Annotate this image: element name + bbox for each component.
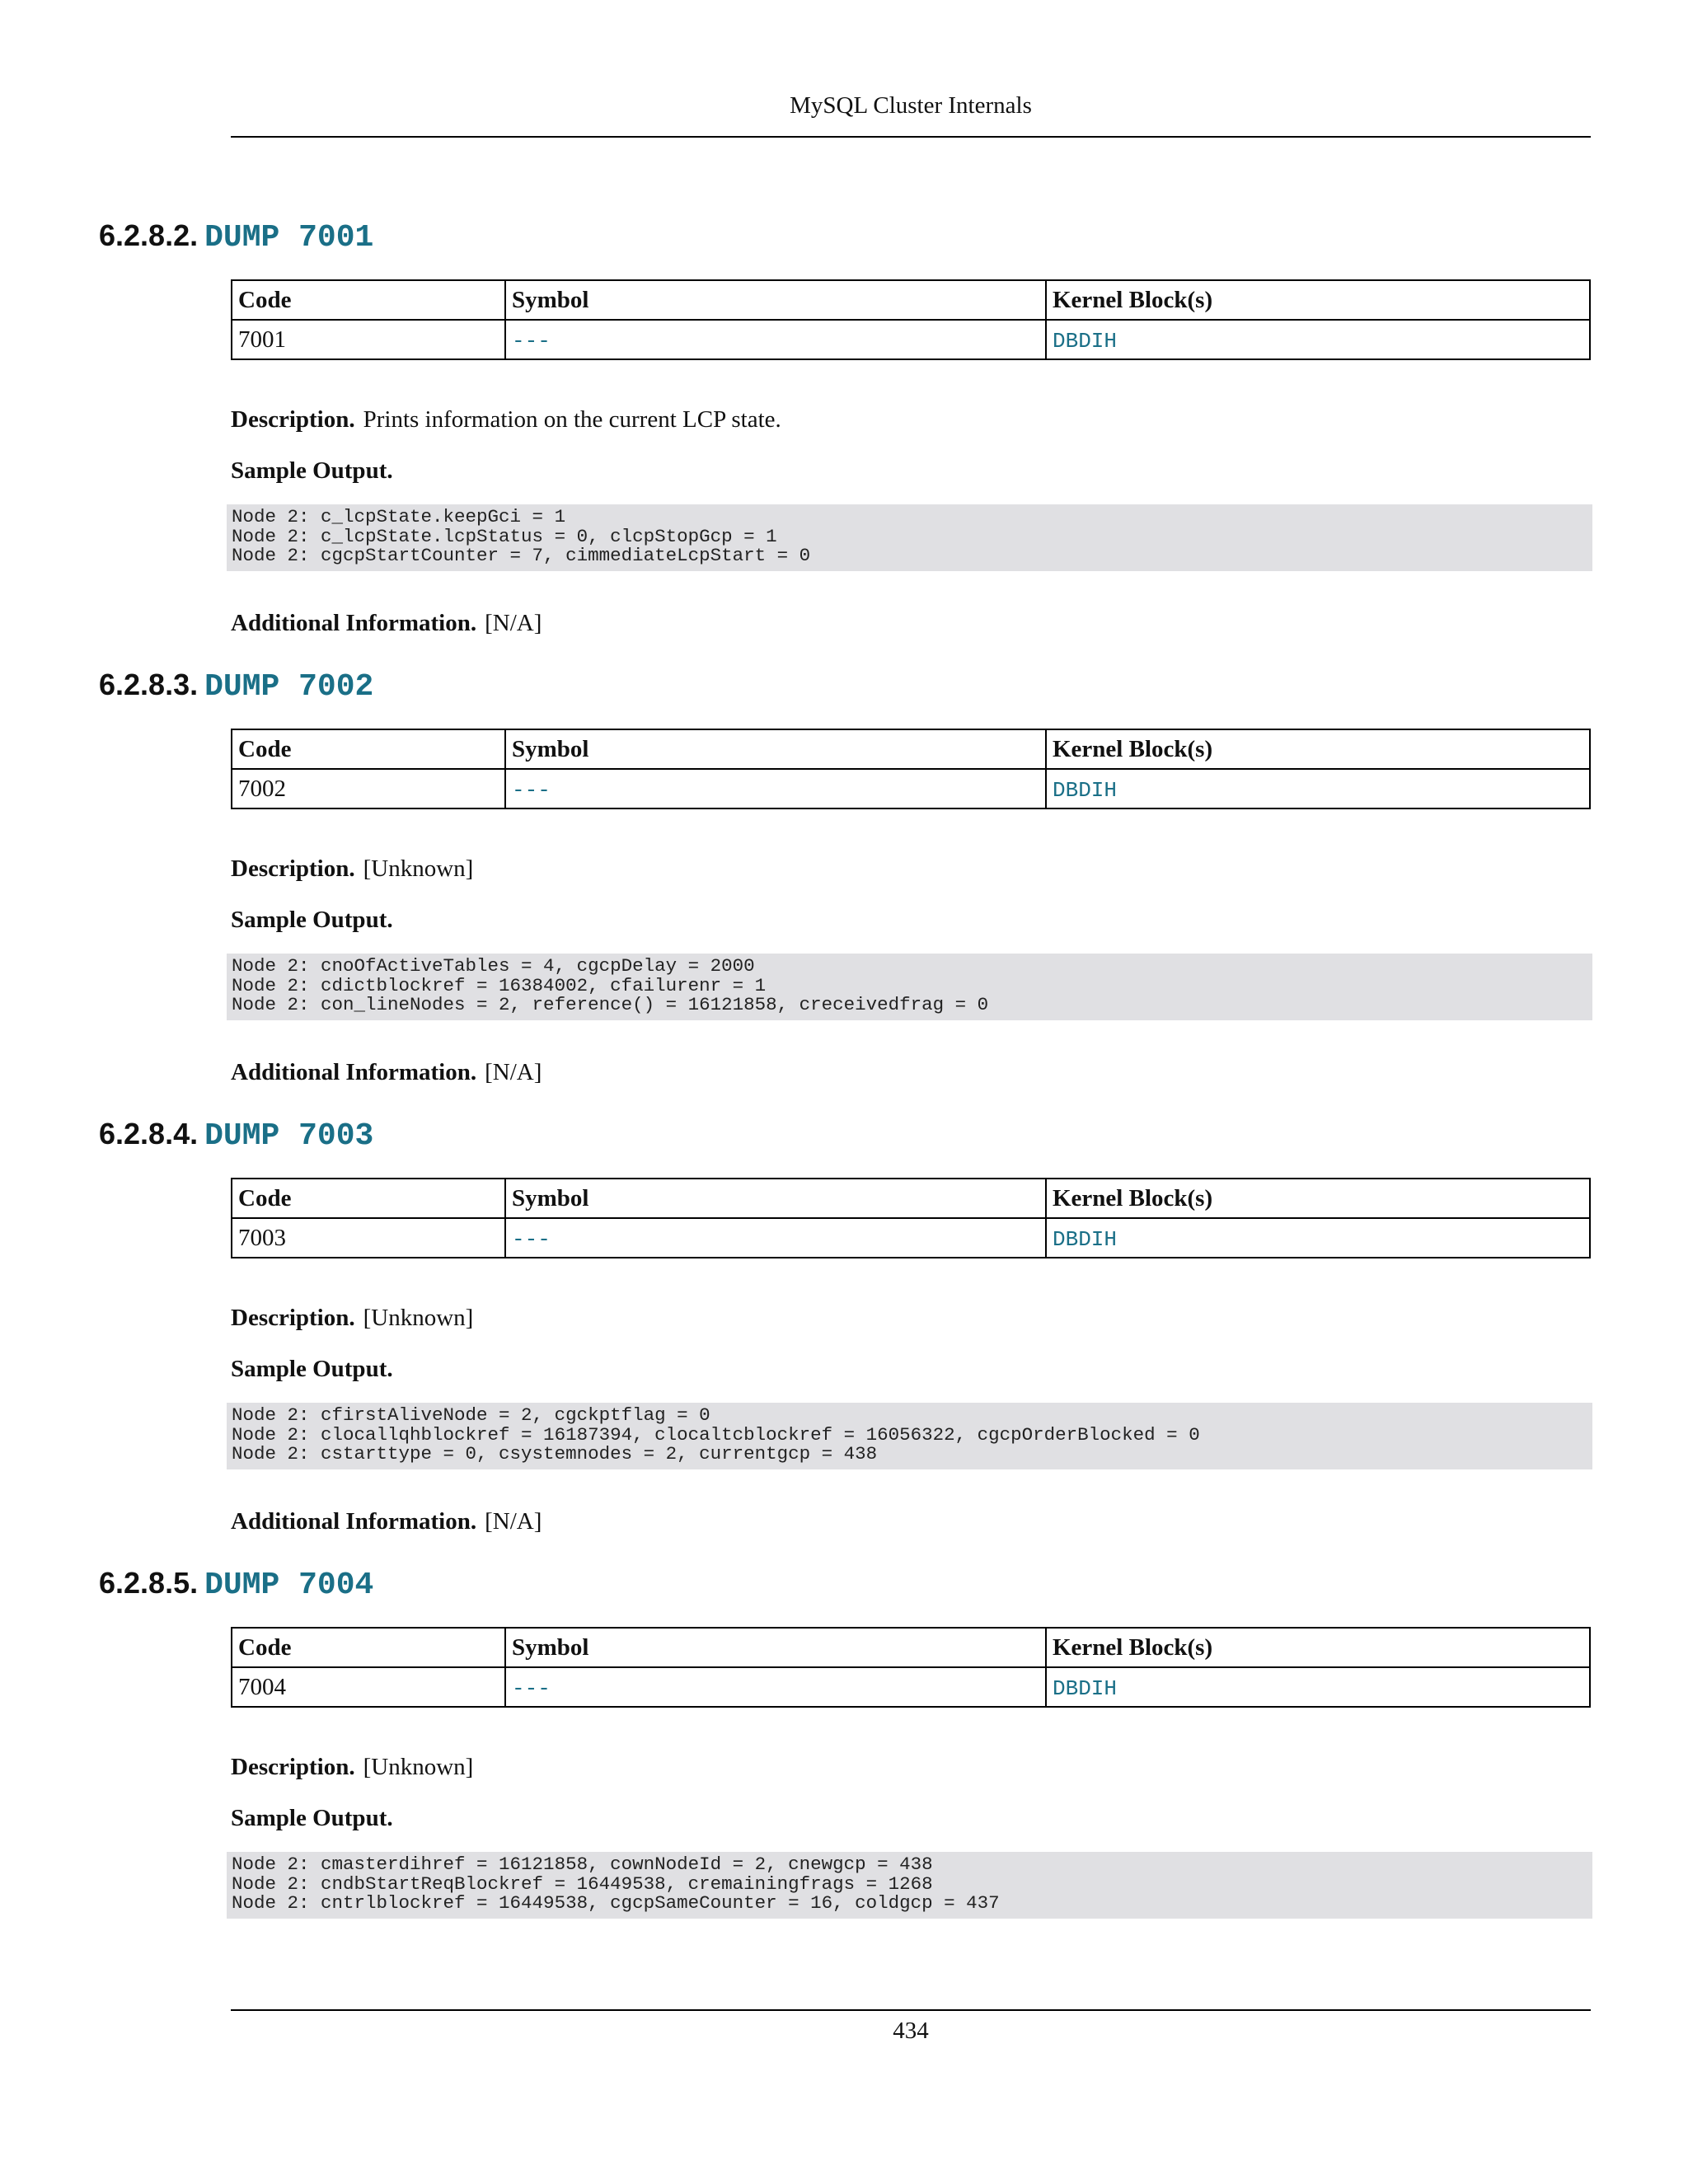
cell-kernel [1046,769,1590,808]
cell-symbol [505,1667,1046,1707]
cell-code: 7001 [232,320,505,359]
section-title-link[interactable]: DUMP 7002 [204,669,374,705]
additional-info-text: [N/A] [485,610,542,636]
description-label: Description. [231,855,355,882]
cell-symbol [505,320,1046,359]
sample-line: Node 2: cfirstAliveNode = 2, cgckptflag = 0 [232,1404,710,1426]
section-heading [99,1566,373,1603]
section-title-link[interactable]: DUMP 7001 [204,220,374,255]
sample-output-block [227,1852,1592,1919]
table-row [232,320,1590,359]
table-header-row [232,1628,1590,1667]
sample-output-label: Sample Output. [231,457,393,484]
sample-line: Node 2: cdictblockref = 16384002, cfailurenr = 1 [232,974,767,996]
header-code: Code [232,1628,505,1667]
header-symbol: Symbol [505,280,1046,320]
sample-line: Node 2: c_lcpState.keepGci = 1 [232,506,566,527]
section-title-link[interactable]: DUMP 7003 [204,1118,374,1154]
table-header-row [232,280,1590,320]
info-table [231,729,1591,809]
header-rule [231,136,1591,138]
description-label: Description. [231,1305,355,1331]
cell-code: 7002 [232,769,505,808]
symbol-link[interactable]: --- [512,328,551,354]
header-kernel: Kernel Block(s) [1046,1628,1590,1667]
info-table [231,1627,1591,1708]
cell-symbol [505,769,1046,808]
section-number: 6.2.8.3. [99,668,199,701]
description-text: Prints information on the current LCP state. [363,406,781,433]
additional-info-label: Additional Information. [231,610,477,636]
description-text: [Unknown] [363,855,474,882]
sample-line: Node 2: cmasterdihref = 16121858, cownNodeId = 2, cnewgcp = 438 [232,1854,933,1875]
header-code: Code [232,729,505,769]
header-kernel: Kernel Block(s) [1046,1179,1590,1218]
description [231,855,473,883]
table-header-row [232,1179,1590,1218]
sample-output-label: Sample Output. [231,1356,393,1382]
header-symbol: Symbol [505,1179,1046,1218]
description-text: [Unknown] [363,1305,474,1331]
sample-line: Node 2: cgcpStartCounter = 7, cimmediateLcpStart = 0 [232,545,811,566]
additional-info-label: Additional Information. [231,1059,477,1085]
cell-kernel [1046,320,1590,359]
cell-code: 7004 [232,1667,505,1707]
additional-info-text: [N/A] [485,1059,542,1085]
sample-line: Node 2: cndbStartReqBlockref = 16449538, cremainingfrags = 1268 [232,1872,933,1895]
additional-info [231,610,542,637]
sample-line: Node 2: cstarttype = 0, csystemnodes = 2, currentgcp = 438 [232,1443,878,1465]
sample-output-label: Sample Output. [231,1805,393,1831]
description-text: [Unknown] [363,1754,474,1780]
page-header: MySQL Cluster Internals [790,92,1032,119]
section-heading [99,218,373,255]
sample-line: Node 2: c_lcpState.lcpStatus = 0, clcpStopGcp = 1 [232,525,777,547]
additional-info [231,1059,542,1086]
info-table [231,1178,1591,1258]
table-row [232,769,1590,808]
info-table [231,279,1591,360]
kernel-block-link[interactable]: DBDIH [1053,1675,1118,1701]
sample-line: Node 2: cnoOfActiveTables = 4, cgcpDelay = 2000 [232,955,755,977]
header-code: Code [232,1179,505,1218]
section-number: 6.2.8.5. [99,1566,199,1600]
description [231,406,781,434]
additional-info-text: [N/A] [485,1508,542,1535]
table-row [232,1218,1590,1258]
kernel-block-link[interactable]: DBDIH [1053,1226,1118,1252]
kernel-block-link[interactable]: DBDIH [1053,777,1118,803]
header-symbol: Symbol [505,729,1046,769]
section-number: 6.2.8.4. [99,1117,199,1151]
description-label: Description. [231,1754,355,1780]
table-row [232,1667,1590,1707]
section-number: 6.2.8.2. [99,218,199,252]
sample-line: Node 2: con_lineNodes = 2, reference() = 16121858, creceivedfrag = 0 [232,994,989,1015]
description-label: Description. [231,406,355,433]
additional-info [231,1508,542,1535]
symbol-link[interactable]: --- [512,1226,551,1252]
table-header-row [232,729,1590,769]
description [231,1305,473,1332]
page-number: 434 [893,2018,929,2044]
cell-symbol [505,1218,1046,1258]
cell-kernel [1046,1218,1590,1258]
sample-output-block [227,504,1592,571]
cell-code: 7003 [232,1218,505,1258]
header-symbol: Symbol [505,1628,1046,1667]
sample-output-block [227,1403,1592,1469]
section-title-link[interactable]: DUMP 7004 [204,1568,374,1603]
symbol-link[interactable]: --- [512,777,551,803]
description [231,1754,473,1781]
header-kernel: Kernel Block(s) [1046,280,1590,320]
header-kernel: Kernel Block(s) [1046,729,1590,769]
additional-info-label: Additional Information. [231,1508,477,1535]
sample-line: Node 2: cntrlblockref = 16449538, cgcpSameCounter = 16, coldgcp = 437 [232,1892,1000,1914]
section-heading [99,1117,373,1154]
symbol-link[interactable]: --- [512,1675,551,1701]
kernel-block-link[interactable]: DBDIH [1053,328,1118,354]
sample-output-label: Sample Output. [231,907,393,933]
sample-output-block [227,954,1592,1020]
footer-rule [231,2009,1591,2011]
header-code: Code [232,280,505,320]
sample-line: Node 2: clocallqhblockref = 16187394, clocaltcblockref = 16056322, cgcpOrderBlocked = 0 [232,1423,1200,1446]
cell-kernel [1046,1667,1590,1707]
section-heading [99,668,373,705]
